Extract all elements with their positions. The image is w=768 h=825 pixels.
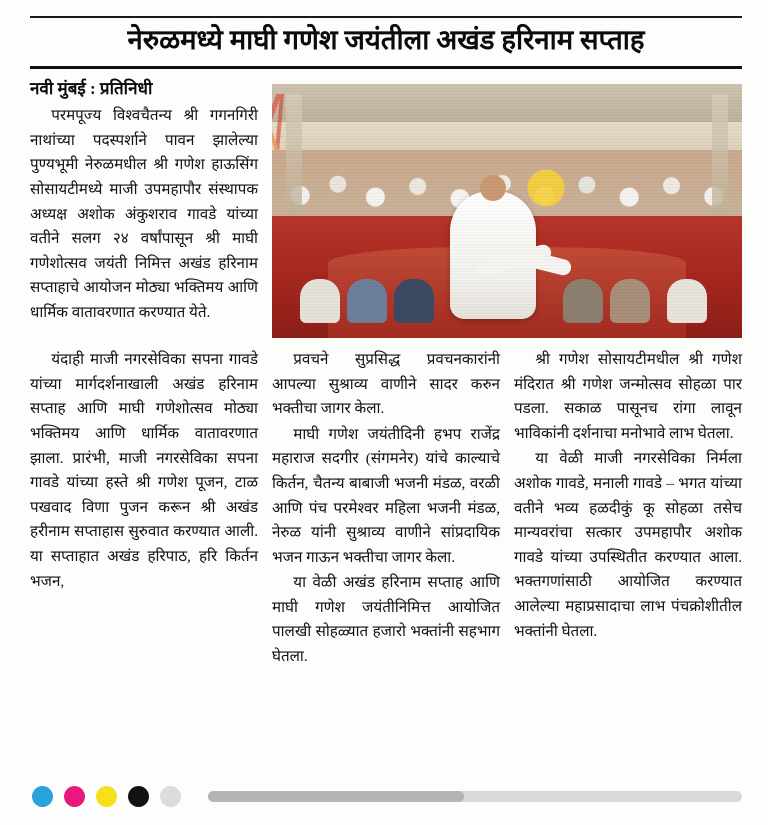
- top-divider: [30, 16, 742, 18]
- paragraph: या वेळी माजी नगरसेविका निर्मला अशोक गावडे, मनाली गावडे – भगत यांच्या वतीने भव्य हळदीकुं कू सोहळा तसेच मान्यवरांचा सत्कार उपमहापौर अशोक गावडे यांच्या उपस्थितीत करण्यात आला. भक्तगणांसाठी आयोजित करण्यात आलेल्या महाप्रसादाचा लाभ पंचक्रोशीतील भक्तांनी घेतला.: [514, 450, 742, 640]
- byline: नवी मुंबई : प्रतिनिधी: [30, 79, 153, 98]
- paragraph: माघी गणेश जयंतीदिनी हभप राजेंद्र महाराज सदगीर (संगमनेर) यांचे काल्याचे किर्तन, चैतन्य बाबाजी भजनी मंडळ, वरळी आणि पंच परमेश्वर महिला भजनी मंडळ, नेरुळ यांनी सुश्राव्य वाणीने सांप्रदायिक भजन गाऊन भक्तीचा जागर केला.: [272, 425, 500, 566]
- scrollbar-thumb[interactable]: [208, 791, 464, 802]
- registration-color-dots: [32, 786, 181, 807]
- color-dot-gray: [160, 786, 181, 807]
- color-dot-yellow: [96, 786, 117, 807]
- article-column-1: [30, 104, 258, 326]
- color-dot-black: [128, 786, 149, 807]
- paragraph: परमपूज्य विश्वचैतन्य श्री गगनगिरी नाथांच्या पदस्पर्शाने पावन झालेल्या पुण्यभूमी नेरुळमधील श्री गणेश हाऊसिंग सोसायटीमध्ये माजी उपमहापौर संस्थापक अध्यक्ष अशोक अंकुशराव गावडे यांच्या वतीने सलग २४ वर्षांपासून श्री माघी गणेशोत्सव जयंती निमित्त अखंड हरिनाम सप्ताहाचे आयोजन मोठ्या भक्तिमय आणि धार्मिक वातावरणात करण्यात येते.: [30, 107, 258, 321]
- photo-grain-overlay: [272, 84, 742, 338]
- article-column-2: [272, 348, 500, 670]
- paragraph: प्रवचने सुप्रसिद्ध प्रवचनकारांनी आपल्या सुश्राव्य वाणीने सादर करुन भक्तीचा जागर केला.: [272, 351, 500, 418]
- color-dot-cyan: [32, 786, 53, 807]
- color-dot-magenta: [64, 786, 85, 807]
- paragraph: श्री गणेश सोसायटीमधील श्री गणेश मंदिरात श्री गणेश जन्मोत्सव सोहळा पार पडला. सकाळ पासूनच रांगा लावून भाविकांनी दर्शनाचा मनोभावे लाभ घेतला.: [514, 351, 742, 442]
- page-title: नेरुळमध्ये माघी गणेश जयंतीला अखंड हरिनाम सप्ताह: [127, 24, 645, 55]
- article-column-1-lower: [30, 348, 258, 595]
- article-column-3: [514, 348, 742, 645]
- headline-divider: [30, 66, 742, 69]
- horizontal-scrollbar[interactable]: [208, 791, 742, 802]
- paragraph: यंदाही माजी नगरसेविका सपना गावडे यांच्या मार्गदर्शनाखाली अखंड हरिनाम सप्ताह आणि माघी गणेशोत्सव मोठ्या भक्तिमय आणि धार्मिक वातावरणात झाला. प्रारंभी, माजी नगरसेविका सपना गावडे यांच्या हस्ते श्री गणेश पूजन, टाळ पखवाद विणा पुजन करून श्री अखंड हरीनाम सप्ताहास सुरुवात करण्यात आली. या सप्ताहात अखंड हरिपाठ, हरि किर्तन भजन,: [30, 351, 258, 590]
- article-photo: [272, 84, 742, 338]
- paragraph: या वेळी अखंड हरिनाम सप्ताह आणि माघी गणेश जयंतीनिमित्त आयोजित पालखी सोहळ्यात हजारो भक्तांनी सहभाग घेतला.: [272, 574, 500, 665]
